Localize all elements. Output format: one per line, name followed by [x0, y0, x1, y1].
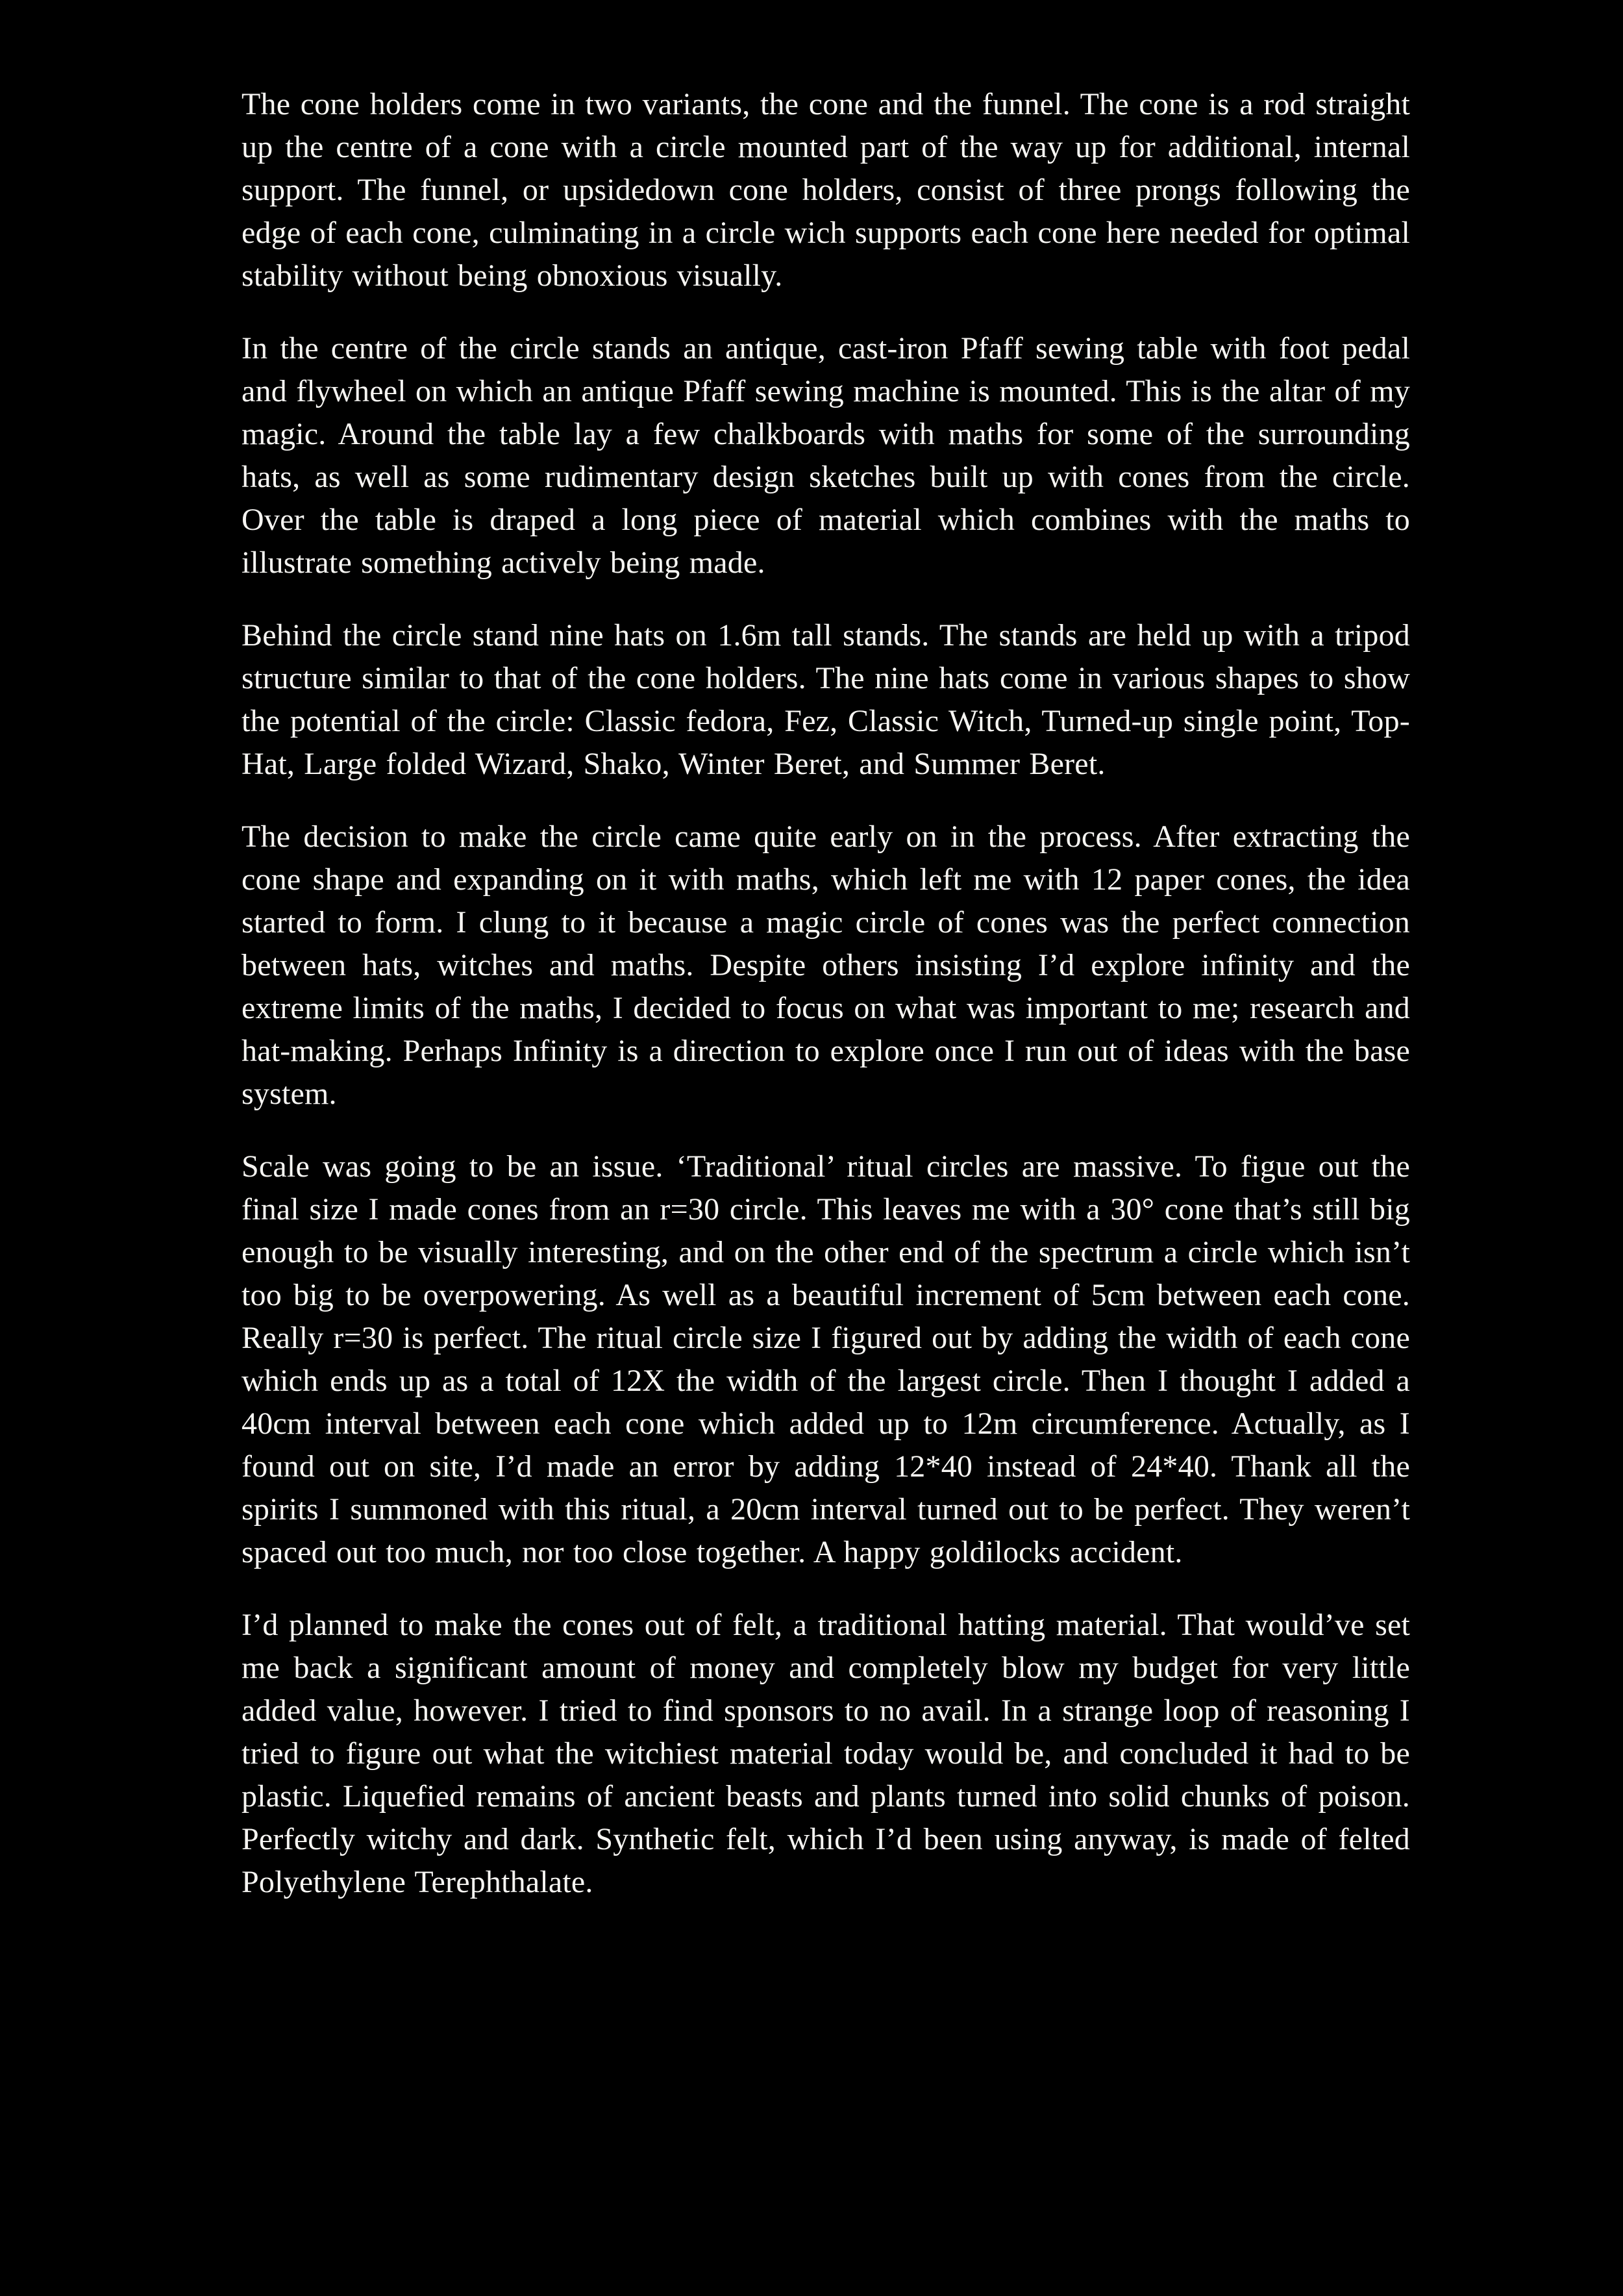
- paragraph-cone-holders: The cone holders come in two variants, the cone and the funnel. The cone is a rod straight up the centre of a cone with a circle mounted part of the way up for additional, internal support. The funnel, or upsidedown cone holders, consist of three prongs following the edge of each cone, culminating in a circle wich supports each cone here needed for optimal stability without being obnoxious visually.: [242, 87, 1410, 293]
- body-text: [242, 83, 1410, 1904]
- paragraph-sewing-table: In the centre of the circle stands an antique, cast-iron Pfaff sewing table with foot pedal and flywheel on which an antique Pfaff sewing machine is mounted. This is the altar of my magic. Around the table lay a few chalkboards with maths for some of the surrounding hats, as well as some rudimentary design sketches built up with cones from the circle. Over the table is draped a long piece of material which combines with the maths to illustrate something actively being made.: [242, 331, 1410, 580]
- paragraph-scale: Scale was going to be an issue. ‘Traditional’ ritual circles are massive. To figue out the final size I made cones from an r=30 circle. This leaves me with a 30° cone that’s still big enough to be visually interesting, and on the other end of the spectrum a circle which isn’t too big to be overpowering. As well as a beautiful increment of 5cm between each cone. Really r=30 is perfect. The ritual circle size I figured out by adding the width of each cone which ends up as a total of 12X the width of the largest circle. Then I thought I added a 40cm interval between each cone which added up to 12m circumference. Actually, as I found out on site, I’d made an error by adding 12*40 instead of 24*40. Thank all the spirits I summoned with this ritual, a 20cm interval turned out to be perfect. They weren’t spaced out too much, nor too close together. A happy goldilocks accident.: [242, 1149, 1410, 1569]
- paragraph-nine-hats: Behind the circle stand nine hats on 1.6m tall stands. The stands are held up with a tripod structure similar to that of the cone holders. The nine hats come in various shapes to show the potential of the circle: Classic fedora, Fez, Classic Witch, Turned-up single point, Top-Hat, Large folded Wizard, Shako, Winter Beret, and Summer Beret.: [242, 618, 1410, 781]
- paragraph-materials: I’d planned to make the cones out of felt, a traditional hatting material. That would’ve set me back a significant amount of money and completely blow my budget for very little added value, however. I tried to find sponsors to no avail. In a strange loop of reasoning I tried to figure out what the witchiest material today would be, and concluded it had to be plastic. Liquefied remains of ancient beasts and plants turned into solid chunks of poison. Perfectly witchy and dark. Synthetic felt, which I’d been using anyway, is made of felted Polyethylene Terephthalate.: [242, 1608, 1410, 1899]
- paragraph-circle-decision: The decision to make the circle came quite early on in the process. After extracting the cone shape and expanding on it with maths, which left me with 12 paper cones, the idea started to form. I clung to it because a magic circle of cones was the perfect connection between hats, witches and maths. Despite others insisting I’d explore infinity and the extreme limits of the maths, I decided to focus on what was important to me; research and hat-making. Perhaps Infinity is a direction to explore once I run out of ideas with the base system.: [242, 819, 1410, 1111]
